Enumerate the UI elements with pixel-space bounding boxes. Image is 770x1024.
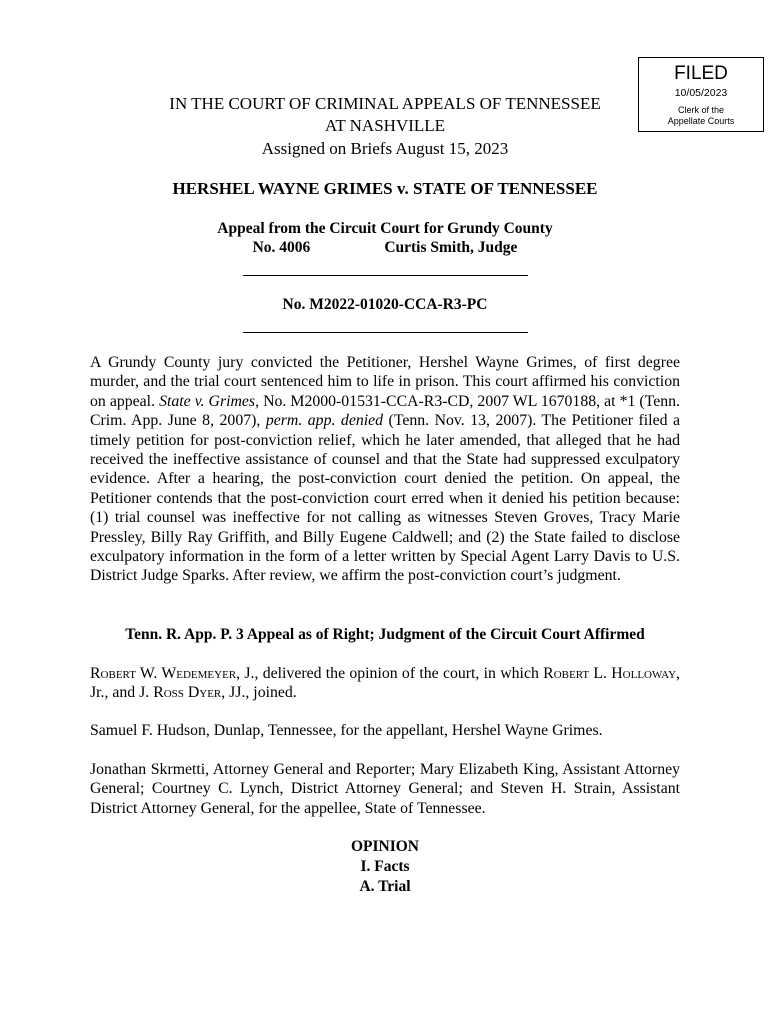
opinion-section: I. Facts: [360, 858, 410, 875]
divider-bottom: [243, 332, 528, 333]
disposition: Tenn. R. App. P. 3 Appeal as of Right; Judgment of the Circuit Court Affirmed: [125, 626, 645, 643]
assigned-date: Assigned on Briefs August 15, 2023: [261, 139, 509, 158]
summary-part-1: A Grundy County jury convicted the Petitioner, Hershel Wayne Grimes, of first degree murder, and the trial court sentenced him to life in prison. This court affirmed his conviction on appeal.: [90, 354, 680, 410]
appeal-info: [90, 219, 680, 257]
court-line-1: IN THE COURT OF CRIMINAL APPEALS OF TENNESSEE: [169, 94, 601, 113]
case-summary: [90, 353, 680, 586]
author-text-3: , JJ., joined.: [221, 684, 297, 702]
clerk-line-1: Clerk of the: [677, 105, 725, 115]
filed-date: 10/05/2023: [674, 87, 728, 99]
docket-number: No. M2022-01020-CCA-R3-PC: [282, 296, 488, 313]
author-text-2: , Jr., and J.: [90, 665, 680, 702]
author-name: Robert W. Wedemeyer: [90, 665, 237, 682]
opinion-heading: [90, 837, 680, 897]
author-text-1: , J., delivered the opinion of the court, in which: [236, 665, 544, 682]
trial-judge: Curtis Smith, Judge: [384, 239, 518, 256]
filed-label: FILED: [674, 63, 728, 84]
counsel-appellee: Jonathan Skrmetti, Attorney General and Reporter; Mary Elizabeth King, Assistant Attorney General; Courtney C. Lynch, District Attorney General; and Steven H. Strain, Assistant District Attorney General, for the appellee, State of Tennessee.: [90, 761, 680, 817]
summary-citation: State v. Grimes: [159, 392, 256, 410]
counsel-appellant: Samuel F. Hudson, Dunlap, Tennessee, for the appellant, Hershel Wayne Grimes.: [90, 722, 603, 739]
summary-part-2: , No. M2000-01531-CCA-R3-CD, 2007 WL 1670188, at *1 (Tenn. Crim. App. June 8, 2007),: [90, 392, 680, 430]
court-name: [90, 93, 680, 137]
judge-3-name: Ross Dyer: [153, 684, 222, 702]
judge-2-name: Robert L. Holloway: [543, 665, 677, 682]
clerk-line-2: Appellate Courts: [667, 116, 735, 126]
divider-top: [243, 275, 528, 276]
summary-perm-denied: perm. app. denied: [265, 412, 384, 430]
summary-part-3: (Tenn. Nov. 13, 2007). The Petitioner filed a timely petition for post-conviction relief, which he later amended, that alleged that he had received the ineffective assistance of counsel and that the State had suppressed exculpatory evidence. After a hearing, the post-conviction court denied the petition. On appeal, the Petitioner contends that the post-conviction court erred when it denied his petition because: (1) trial counsel was ineffective for not calling as witnesses Steven Groves, Tracy Marie Pressley, Billy Ray Griffith, and Billy Eugene Caldwell; and (2) the State failed to disclose exculpatory information in the form of a letter written by Special Agent Larry Davis to U.S. District Judge Sparks. After review, we affirm the post-conviction court’s judgment.: [90, 412, 680, 585]
opinion-subsection: A. Trial: [359, 878, 411, 895]
trial-number: No. 4006: [252, 239, 311, 256]
opinion-title: OPINION: [350, 838, 420, 855]
appeal-from: Appeal from the Circuit Court for Grundy County: [217, 220, 553, 237]
authorship: [90, 664, 680, 703]
case-caption: HERSHEL WAYNE GRIMES v. STATE OF TENNESSEE: [172, 179, 598, 198]
court-line-2: AT NASHVILLE: [324, 116, 446, 135]
